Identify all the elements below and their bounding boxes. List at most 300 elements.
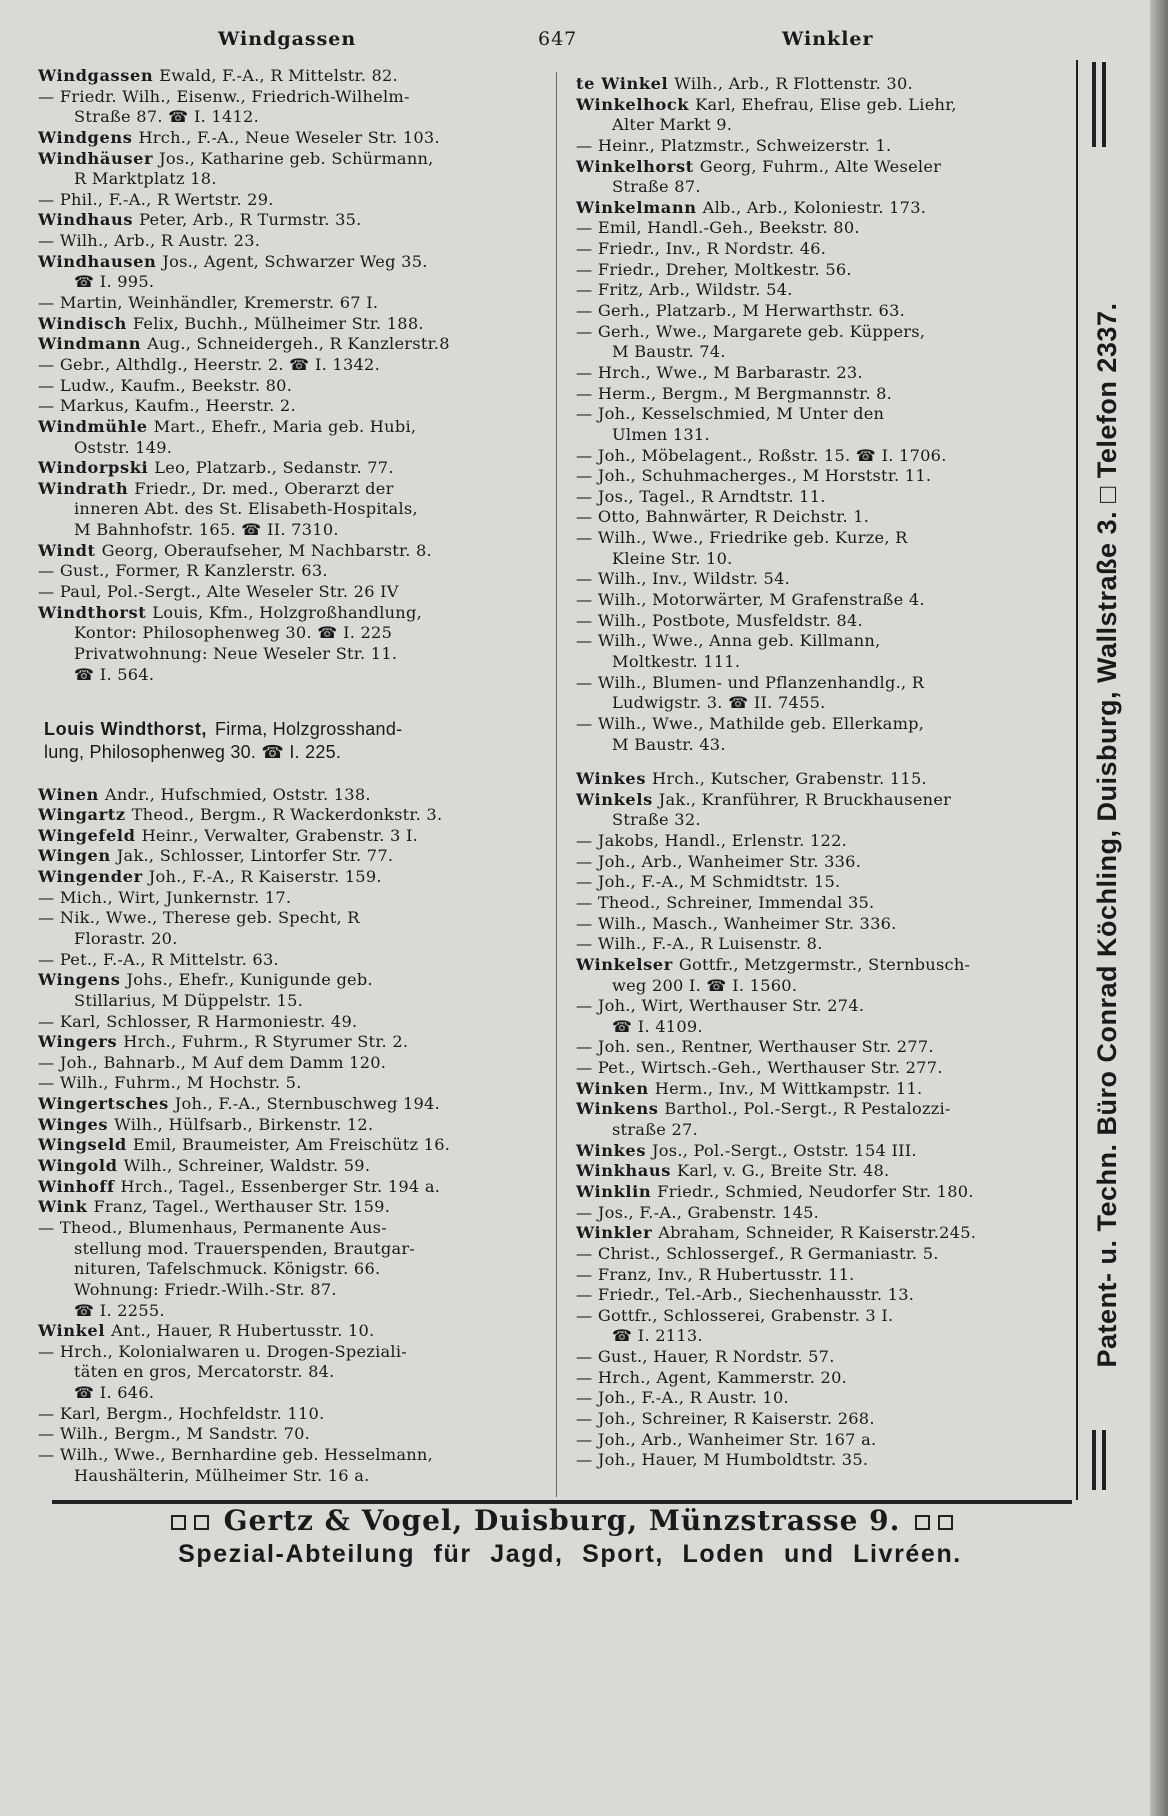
ditto-dash: —	[38, 1424, 60, 1444]
entry-text: Friedr., Dreher, Moltkestr. 56.	[597, 259, 852, 279]
entry-line	[576, 322, 1006, 343]
entry-text: Georg, Oberaufseher, M Nachbarstr. 8.	[101, 540, 432, 560]
entry-text: Ulmen 131.	[612, 424, 710, 444]
entry-text: Hrch., Kutscher, Grabenstr. 115.	[652, 769, 927, 789]
entry-text: Straße 87. ☎ I. 1412.	[74, 107, 259, 127]
entry-text: Karl, v. G., Breite Str. 48.	[676, 1161, 890, 1181]
entry-line	[38, 396, 474, 417]
ditto-dash: —	[38, 1403, 60, 1423]
entry-text: Haushälterin, Mülheimer Str. 16 a.	[74, 1465, 370, 1485]
square-ornament	[938, 1515, 953, 1530]
entry-line	[38, 128, 474, 149]
footer-advertisement	[52, 1504, 1072, 1537]
entry-line	[38, 149, 474, 170]
surname: Wingold	[38, 1156, 118, 1176]
directory-entry	[576, 1409, 1006, 1430]
ditto-dash: —	[576, 1285, 598, 1305]
directory-entry	[38, 805, 474, 826]
entry-text: Gottfr., Metzgermstr., Sternbusch-	[678, 954, 971, 974]
entry-line	[576, 1079, 1006, 1100]
directory-entry	[38, 1321, 474, 1342]
directory-entry	[576, 590, 1006, 611]
directory-entry	[38, 293, 474, 314]
ditto-dash: —	[576, 1388, 598, 1408]
entry-text: Jos., Katharine geb. Schürmann,	[159, 148, 434, 168]
directory-entry	[576, 1368, 1006, 1389]
entry-line	[576, 95, 1006, 116]
entry-line	[576, 810, 1006, 831]
surname: Wink	[38, 1197, 88, 1217]
entry-line	[38, 190, 474, 211]
entry-text: Wilh., Wwe., Mathilde geb. Ellerkamp,	[597, 713, 925, 733]
entry-text: Hrch., Fuhrm., R Styrumer Str. 2.	[123, 1032, 409, 1052]
directory-entry	[576, 914, 1006, 935]
entry-line	[38, 1197, 474, 1218]
entry-text: Joh., Arb., Wanheimer Str. 167 a.	[597, 1429, 877, 1449]
entry-text: Peter, Arb., R Turmstr. 35.	[139, 210, 362, 230]
entry-line	[38, 417, 474, 438]
entry-line	[576, 714, 1006, 735]
directory-entry	[576, 790, 1006, 831]
surname: Windmann	[38, 334, 142, 354]
ditto-dash: —	[576, 1450, 598, 1470]
entry-line	[576, 1265, 1006, 1286]
entry-line	[38, 582, 474, 603]
entry-line	[576, 136, 1006, 157]
entry-line	[38, 1073, 474, 1094]
directory-entry	[38, 252, 474, 293]
directory-entry	[576, 528, 1006, 569]
entry-line	[38, 603, 474, 624]
entry-line	[38, 1156, 474, 1177]
ditto-dash: —	[576, 445, 598, 465]
entry-line	[576, 404, 1006, 425]
entry-text: Gottfr., Schlosserei, Grabenstr. 3 I.	[597, 1305, 894, 1325]
entry-line	[576, 955, 1006, 976]
entry-line	[576, 569, 1006, 590]
entry-text: Franz, Tagel., Werthauser Str. 159.	[93, 1197, 391, 1217]
entry-text: Wilh., F.-A., R Luisenstr. 8.	[597, 934, 823, 954]
surname: Wingen	[38, 846, 111, 866]
directory-entry	[576, 1058, 1006, 1079]
entry-text: Hrch., Kolonialwaren u. Drogen-Speziali-	[59, 1341, 408, 1361]
surname: Winkes	[576, 1140, 647, 1160]
entry-line	[38, 1404, 474, 1425]
surname: Winkel	[38, 1321, 106, 1341]
entry-line	[38, 293, 474, 314]
entry-line	[576, 260, 1006, 281]
page-number: 647	[538, 28, 578, 50]
entry-line	[576, 507, 1006, 528]
entry-line	[576, 673, 1006, 694]
surname: Windisch	[38, 313, 127, 333]
entry-line	[38, 1321, 474, 1342]
entry-text: Christ., Schlossergef., R Germaniastr. 5.	[597, 1243, 939, 1263]
directory-entry	[38, 908, 474, 949]
entry-text: Florastr. 20.	[74, 928, 178, 948]
ditto-dash: —	[38, 887, 60, 907]
entry-line	[576, 115, 1006, 136]
ditto-dash: —	[576, 590, 598, 610]
entry-text: Hrch., F.-A., Neue Weseler Str. 103.	[138, 127, 440, 147]
directory-entry	[576, 1388, 1006, 1409]
entry-line	[576, 549, 1006, 570]
directory-entry	[38, 950, 474, 971]
entry-line	[38, 1135, 474, 1156]
entry-text: ☎ I. 2113.	[612, 1326, 703, 1346]
ditto-dash: —	[38, 1073, 60, 1093]
entry-line	[576, 790, 1006, 811]
entry-line	[576, 384, 1006, 405]
entry-line	[38, 1239, 474, 1260]
entry-text: Emil, Handl.-Geh., Beekstr. 80.	[597, 218, 860, 238]
entry-text: ☎ I. 564.	[74, 664, 155, 684]
directory-entry	[38, 1197, 474, 1218]
entry-line	[576, 74, 1006, 95]
entry-text: Joh., Bahnarb., M Auf dem Damm 120.	[59, 1052, 387, 1072]
page-edge	[1150, 0, 1168, 1816]
entry-line	[38, 1301, 474, 1322]
entry-text: ☎ I. 995.	[74, 272, 155, 292]
directory-entry	[576, 1347, 1006, 1368]
right-column	[576, 74, 1006, 1471]
entry-text: Louis, Kfm., Holzgroßhandlung,	[152, 602, 422, 622]
entry-line	[38, 458, 474, 479]
entry-text: Joh., Hauer, M Humboldtstr. 35.	[597, 1450, 869, 1470]
ditto-dash: —	[576, 672, 598, 692]
entry-line	[576, 363, 1006, 384]
ditto-dash: —	[576, 280, 598, 300]
directory-entry	[576, 714, 1006, 755]
entry-line	[38, 785, 474, 806]
directory-entry	[576, 1161, 1006, 1182]
entry-text: ☎ I. 646.	[74, 1383, 155, 1403]
ditto-dash: —	[576, 872, 598, 892]
entry-line	[576, 590, 1006, 611]
entry-line	[38, 561, 474, 582]
directory-entry	[38, 561, 474, 582]
entry-line	[576, 872, 1006, 893]
entry-text: Karl, Bergm., Hochfeldstr. 110.	[59, 1403, 325, 1423]
entry-text: Wilh., Wwe., Bernhardine geb. Hesselmann,	[59, 1445, 433, 1464]
surname: Wingartz	[38, 805, 126, 825]
surname: Windgassen	[38, 66, 154, 85]
surname: Winkler	[576, 1223, 653, 1243]
entry-text: Mart., Ehefr., Maria geb. Hubi,	[153, 416, 417, 436]
entry-text: Joh., Arb., Wanheimer Str. 336.	[597, 851, 862, 871]
ditto-dash: —	[576, 301, 598, 321]
entry-text: Ewald, F.-A., R Mittelstr. 82.	[159, 66, 398, 85]
entry-line	[38, 1012, 474, 1033]
entry-line	[576, 976, 1006, 997]
entry-text: Kontor: Philosophenweg 30. ☎ I. 225	[74, 623, 393, 643]
entry-line	[576, 342, 1006, 363]
entry-line	[576, 893, 1006, 914]
entry-text: Ant., Hauer, R Hubertusstr. 10.	[111, 1321, 375, 1341]
entry-line	[576, 1409, 1006, 1430]
directory-entry	[576, 157, 1006, 198]
ditto-dash: —	[576, 996, 598, 1016]
entry-line	[38, 1218, 474, 1239]
entry-line	[38, 867, 474, 888]
entry-text: Nik., Wwe., Therese geb. Specht, R	[59, 908, 360, 928]
entry-line	[38, 846, 474, 867]
directory-entry	[38, 334, 474, 355]
surname: Winges	[38, 1114, 109, 1134]
directory-entry	[576, 852, 1006, 873]
entry-line	[576, 1120, 1006, 1141]
ditto-dash: —	[576, 1058, 598, 1078]
entry-text: Jos., Pol.-Sergt., Oststr. 154 III.	[652, 1140, 917, 1160]
running-head-right: Winkler	[782, 28, 874, 50]
directory-entry	[576, 611, 1006, 632]
entry-text: Jos., Tagel., R Arndtstr. 11.	[597, 486, 826, 506]
surname: Windgens	[38, 127, 133, 147]
entry-text: Leo, Platzarb., Sedanstr. 77.	[154, 458, 394, 478]
directory-entry	[576, 996, 1006, 1037]
entry-line	[38, 1115, 474, 1136]
directory-entry	[38, 210, 474, 231]
surname: Wingens	[38, 970, 121, 990]
entry-line	[576, 446, 1006, 467]
surname: Winkelser	[576, 954, 673, 974]
directory-entry	[38, 231, 474, 252]
entry-text: Hrch., Wwe., M Barbarastr. 23.	[597, 362, 863, 382]
directory-entry	[576, 1450, 1006, 1471]
directory-entry	[576, 1285, 1006, 1306]
entry-line	[576, 914, 1006, 935]
entry-text: Hrch., Tagel., Essenberger Str. 194 a.	[120, 1176, 441, 1196]
entry-text: Wilh., Wwe., Anna geb. Killmann,	[597, 631, 881, 651]
surname: Winkelhock	[576, 94, 690, 114]
ditto-dash: —	[576, 486, 598, 506]
entry-text: Joh., Wirt, Werthauser Str. 274.	[597, 996, 865, 1016]
directory-entry	[38, 846, 474, 867]
surname: Windt	[38, 540, 96, 560]
entry-text: Gerh., Platzarb., M Herwarthstr. 63.	[597, 301, 906, 321]
directory-entry	[38, 785, 474, 806]
entry-text: Wilh., Arb., R Flottenstr. 30.	[674, 74, 913, 93]
entry-text: Joh., Schreiner, R Kaiserstr. 268.	[597, 1409, 875, 1428]
directory-entry	[38, 479, 474, 541]
entry-text: Ludwigstr. 3. ☎ II. 7455.	[612, 693, 826, 713]
entry-text: Wilh., Fuhrm., M Hochstr. 5.	[59, 1073, 302, 1093]
entry-spacer	[576, 755, 1006, 769]
entry-text: Jakobs, Handl., Erlenstr. 122.	[597, 831, 848, 851]
entry-line	[38, 520, 474, 541]
directory-entry	[38, 149, 474, 190]
entry-text: Gerh., Wwe., Margarete geb. Küppers,	[597, 321, 926, 341]
entry-line	[38, 1053, 474, 1074]
entry-line	[576, 1037, 1006, 1058]
ditto-dash: —	[576, 1037, 598, 1057]
entry-line	[38, 499, 474, 520]
firm-advertisement	[44, 718, 474, 764]
entry-line	[576, 1368, 1006, 1389]
entry-line	[38, 950, 474, 971]
directory-entry	[576, 95, 1006, 136]
entry-text: Friedr., Inv., R Nordstr. 46.	[597, 239, 827, 259]
entry-line	[38, 991, 474, 1012]
entry-text: Oststr. 149.	[74, 437, 173, 457]
ditto-dash: —	[576, 713, 598, 733]
entry-line	[38, 169, 474, 190]
surname: Wingender	[38, 867, 143, 887]
ditto-dash: —	[38, 908, 60, 928]
entry-line	[576, 1244, 1006, 1265]
entry-line	[38, 314, 474, 335]
surname: Winhoff	[38, 1176, 115, 1196]
entry-text: Straße 32.	[612, 810, 701, 830]
directory-entry	[576, 74, 1006, 95]
directory-entry	[576, 384, 1006, 405]
directory-entry	[38, 541, 474, 562]
entry-text: Wilh., Motorwärter, M Grafenstraße 4.	[597, 590, 925, 610]
entry-text: Friedr. Wilh., Eisenw., Friedrich-Wilhelm-	[59, 86, 410, 106]
ditto-dash: —	[576, 259, 598, 279]
entry-line	[576, 1347, 1006, 1368]
entry-text: Herm., Inv., M Wittkampstr. 11.	[654, 1078, 923, 1098]
entry-text: Friedr., Schmied, Neudorfer Str. 180.	[657, 1181, 974, 1201]
entry-line	[576, 735, 1006, 756]
directory-entry	[576, 934, 1006, 955]
entry-text: Gust., Former, R Kanzlerstr. 63.	[59, 561, 328, 581]
entry-text: Paul, Pol.-Sergt., Alte Weseler Str. 26 IV	[59, 582, 399, 602]
ditto-dash: —	[38, 949, 60, 969]
directory-entry	[38, 87, 474, 128]
entry-line	[576, 1058, 1006, 1079]
directory-entry	[576, 1182, 1006, 1203]
directory-entry	[576, 404, 1006, 445]
entry-text: Alb., Arb., Koloniestr. 173.	[702, 197, 927, 217]
entry-line	[38, 107, 474, 128]
directory-entry	[576, 1099, 1006, 1140]
directory-entry	[576, 218, 1006, 239]
directory-entry	[576, 322, 1006, 363]
ditto-dash: —	[576, 892, 598, 912]
surname: Winen	[38, 784, 99, 804]
entry-line	[576, 652, 1006, 673]
entry-line	[38, 1177, 474, 1198]
entry-text: ☎ I. 2255.	[74, 1300, 165, 1320]
directory-entry	[576, 673, 1006, 714]
ditto-dash: —	[576, 218, 598, 238]
entry-line	[38, 1466, 474, 1487]
directory-entry	[576, 466, 1006, 487]
directory-entry	[38, 128, 474, 149]
directory-entry	[38, 888, 474, 909]
directory-entry	[38, 1053, 474, 1074]
running-head-left: Windgassen	[218, 28, 357, 50]
entry-text: straße 27.	[612, 1120, 698, 1140]
entry-text: Jak., Kranführer, R Bruckhausener	[658, 789, 952, 809]
entry-text: nituren, Tafelschmuck. Königstr. 66.	[74, 1259, 381, 1279]
entry-text: Heinr., Platzmstr., Schweizerstr. 1.	[597, 135, 892, 155]
ditto-dash: —	[576, 528, 598, 548]
ditto-dash: —	[38, 582, 60, 602]
ditto-dash: —	[576, 362, 598, 382]
ditto-dash: —	[38, 1217, 60, 1237]
directory-entry	[576, 1430, 1006, 1451]
surname: Wingefeld	[38, 825, 136, 845]
surname: Windorpski	[38, 458, 149, 478]
entry-text: Fritz, Arb., Wildstr. 54.	[597, 280, 793, 300]
entry-text: weg 200 I. ☎ I. 1560.	[612, 975, 798, 995]
directory-entry	[38, 1135, 474, 1156]
entry-line	[38, 1383, 474, 1404]
entry-line	[576, 1182, 1006, 1203]
entry-line	[38, 1424, 474, 1445]
entry-line	[576, 631, 1006, 652]
ditto-dash: —	[576, 507, 598, 527]
entry-line	[576, 487, 1006, 508]
directory-entry	[576, 487, 1006, 508]
directory-entry	[38, 826, 474, 847]
footer-line-1: Gertz & Vogel, Duisburg, Münzstrasse 9.	[223, 1504, 901, 1537]
ditto-dash: —	[38, 396, 60, 416]
directory-entry	[38, 1032, 474, 1053]
entry-line	[38, 231, 474, 252]
left-column	[38, 66, 474, 1486]
directory-entry	[38, 582, 474, 603]
ditto-dash: —	[576, 610, 598, 630]
ditto-dash: —	[38, 1052, 60, 1072]
directory-entry	[38, 66, 474, 87]
entry-text: Joh., F.-A., M Schmidtstr. 15.	[597, 872, 841, 892]
entry-text: Wilh., Hülfsarb., Birkenstr. 12.	[114, 1114, 374, 1134]
entry-line	[38, 908, 474, 929]
entry-line	[576, 198, 1006, 219]
directory-entry	[38, 1115, 474, 1136]
directory-entry	[38, 867, 474, 888]
entry-text: Jak., Schlosser, Lintorfer Str. 77.	[116, 846, 394, 866]
entry-line	[576, 831, 1006, 852]
ad-line	[44, 718, 474, 741]
entry-text: Abraham, Schneider, R Kaiserstr.245.	[658, 1223, 977, 1243]
entry-line	[576, 239, 1006, 260]
entry-spacer	[38, 764, 474, 785]
ditto-dash: —	[38, 189, 60, 209]
entry-text: Joh., Schuhmacherges., M Horststr. 11.	[597, 466, 932, 486]
entry-text: Joh., F.-A., R Austr. 10.	[597, 1388, 789, 1408]
entry-line	[38, 355, 474, 376]
entry-line	[38, 805, 474, 826]
entry-text: Ludw., Kaufm., Beekstr. 80.	[59, 375, 293, 395]
entry-text: stellung mod. Trauerspenden, Brautgar-	[74, 1238, 416, 1258]
entry-text: Georg, Fuhrm., Alte Weseler	[699, 156, 942, 176]
ditto-dash: —	[38, 1011, 60, 1031]
entry-text: inneren Abt. des St. Elisabeth-Hospitals,	[74, 499, 418, 519]
entry-line	[38, 66, 474, 87]
entry-text: Wilh., Wwe., Friedrike geb. Kurze, R	[597, 528, 908, 548]
directory-entry	[38, 1404, 474, 1425]
entry-text: Wilh., Masch., Wanheimer Str. 336.	[597, 913, 897, 933]
directory-entry	[576, 631, 1006, 672]
entry-line	[576, 693, 1006, 714]
entry-line	[38, 623, 474, 644]
entry-text: Straße 87.	[612, 177, 701, 197]
ditto-dash: —	[576, 934, 598, 954]
entry-line	[38, 210, 474, 231]
surname: Winkhaus	[576, 1161, 671, 1181]
entry-text: Joh., Möbelagent., Roßstr. 15. ☎ I. 1706.	[597, 445, 947, 465]
directory-entry	[576, 507, 1006, 528]
ditto-dash: —	[576, 321, 598, 341]
surname: Windhaus	[38, 210, 134, 230]
entry-text: R Marktplatz 18.	[74, 169, 217, 189]
surname: Winkelhorst	[576, 156, 694, 176]
entry-line	[38, 438, 474, 459]
